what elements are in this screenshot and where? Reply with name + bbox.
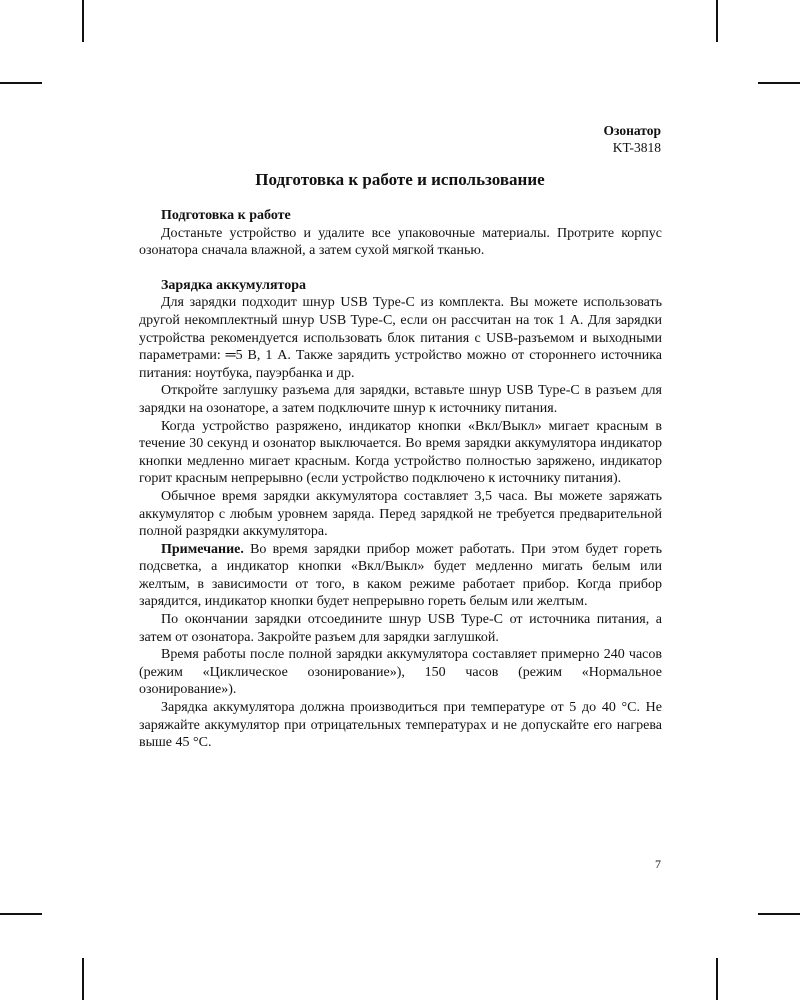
crop-mark-bottom-left-h (0, 913, 42, 915)
note-paragraph (139, 541, 662, 611)
crop-mark-bottom-left (82, 958, 84, 1000)
note-text: Во время зарядки прибор может работать. При этом будет гореть подсветка, а индикатор кнопки «Вкл/Выкл» будет медленно мигать белым или желтым, в зависимости от того, в каком режиме работает прибор. Когда прибор зарядится, индикатор кнопки будет непрерывно гореть белым или желтым. (139, 541, 662, 610)
crop-mark-top-left (82, 0, 84, 42)
paragraph: Время работы после полной зарядки аккумулятора составляет примерно 240 часов (режим «Циклическое озонирование»), 150 часов (режим «Нормальное озонирование»). (139, 647, 662, 698)
header-product: Озонатор (603, 123, 661, 138)
running-header (604, 122, 662, 156)
page-content (139, 207, 662, 752)
paragraph: Откройте заглушку разъема для зарядки, вставьте шнур USB Type-C в разъем для зарядки на озонаторе, а затем подключите шнур к источнику питания. (139, 383, 662, 416)
section-heading-battery-charging: Зарядка аккумулятора (161, 277, 307, 293)
header-model: KT-3818 (612, 140, 661, 155)
paragraph: Достаньте устройство и удалите все упаковочные материалы. Протрите корпус озонатора сначала влажной, а затем сухой мягкой тканью. (139, 225, 662, 259)
paragraph: Когда устройство разряжено, индикатор кнопки «Вкл/Выкл» мигает красным в течение 30 секунд и озонатор выключается. Во время зарядки аккумулятора индикатор кнопки медленно мигает красным. Когда устройство полностью заряжено, индикатор горит красным непрерывно (если устройство подключено к источнику питания). (139, 418, 662, 487)
paragraph: По окончании зарядки отсоедините шнур USB Type-C от источника питания, а затем от озонатора. Закройте разъем для зарядки заглушкой. (139, 612, 662, 645)
paragraph: Обычное время зарядки аккумулятора составляет 3,5 часа. Вы можете заряжать аккумулятор с любым уровнем заряда. Перед зарядкой не требуется предварительной полной разрядки аккумулятора. (139, 488, 662, 540)
section-gap (139, 260, 662, 277)
crop-mark-bottom-right (716, 958, 718, 1000)
note-label: Примечание. (161, 541, 244, 557)
crop-mark-top-right (716, 0, 718, 42)
paragraph: Зарядка аккумулятора должна производиться при температуре от 5 до 40 °С. Не заряжайте аккумулятор при отрицательных температурах и не допускайте его нагрева выше 45 °С. (139, 700, 662, 751)
crop-mark-top-left-h (0, 82, 42, 84)
section-heading-preparation: Подготовка к работе (161, 208, 291, 223)
page-number: 7 (655, 857, 661, 871)
crop-mark-top-right-h (758, 82, 800, 84)
crop-mark-bottom-right-h (758, 913, 800, 915)
page-title: Подготовка к работе и использование (255, 170, 545, 189)
paragraph: Для зарядки подходит шнур USB Type-C из комплекта. Вы можете использовать другой некомплектный шнур USB Type-C, если он рассчитан на ток 1 А. Для зарядки устройства рекомендуется использовать блок питания с USB-разъемом и выходными параметрами: ═5 В, 1 А. Также зарядить устройство можно от стороннего источника питания: ноутбука, пауэрбанка и др. (139, 295, 662, 381)
